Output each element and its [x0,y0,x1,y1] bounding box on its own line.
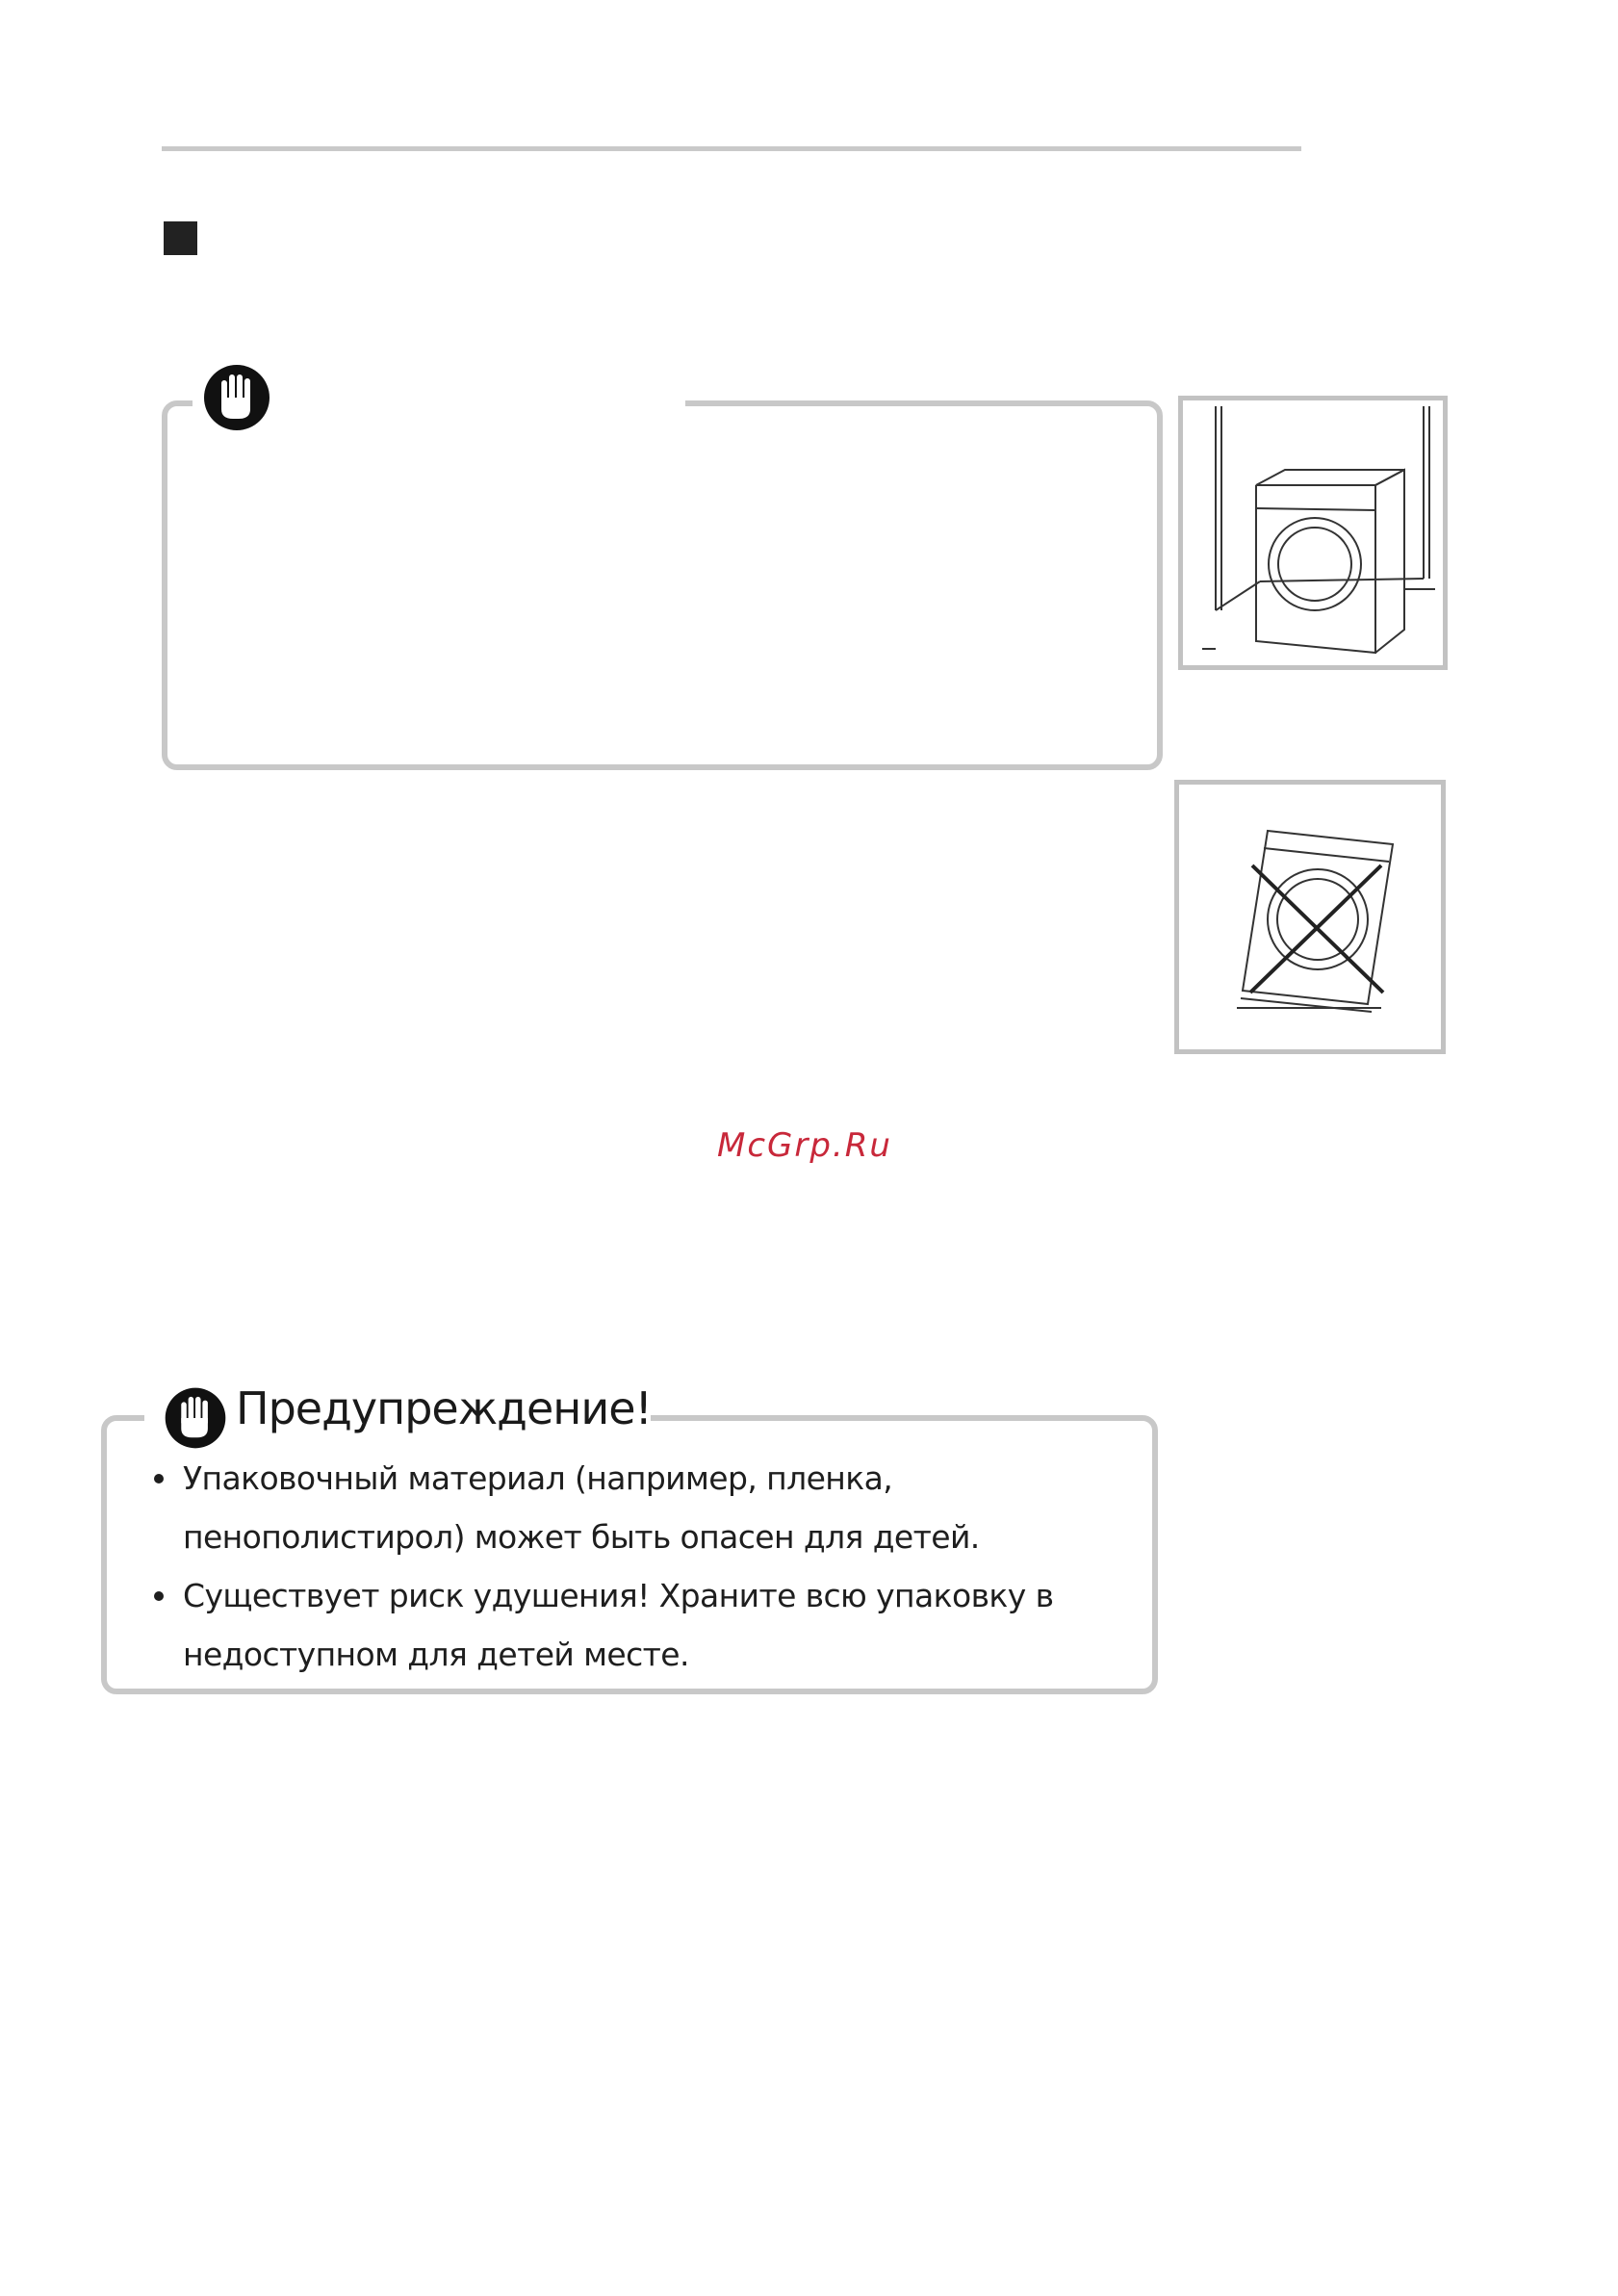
washing-machine-in-niche-illustration [1178,396,1448,670]
warning-list [154,1449,1136,1684]
black-square-icon [164,221,197,255]
list-item [154,1449,1068,1566]
bullet-icon [154,1591,164,1601]
top-divider [162,146,1301,151]
washing-machine-tilted-crossed-illustration [1174,780,1446,1054]
list-item [154,1566,1068,1684]
warning-item-text: Существует риск удушения! Храните всю упаковку в недоступном для детей месте. [183,1577,1054,1673]
bullet-icon [154,1474,164,1483]
warning-item-text: Упаковочный материал (например, пленка, пенополистирол) может быть опасен для детей. [183,1459,980,1556]
warning-title: Предупреждение! [236,1382,652,1434]
hand-stop-icon [200,361,273,434]
hand-stop-icon [162,1384,229,1452]
watermark: McGrp.Ru [717,1126,892,1165]
warning-box-empty [162,400,1163,770]
